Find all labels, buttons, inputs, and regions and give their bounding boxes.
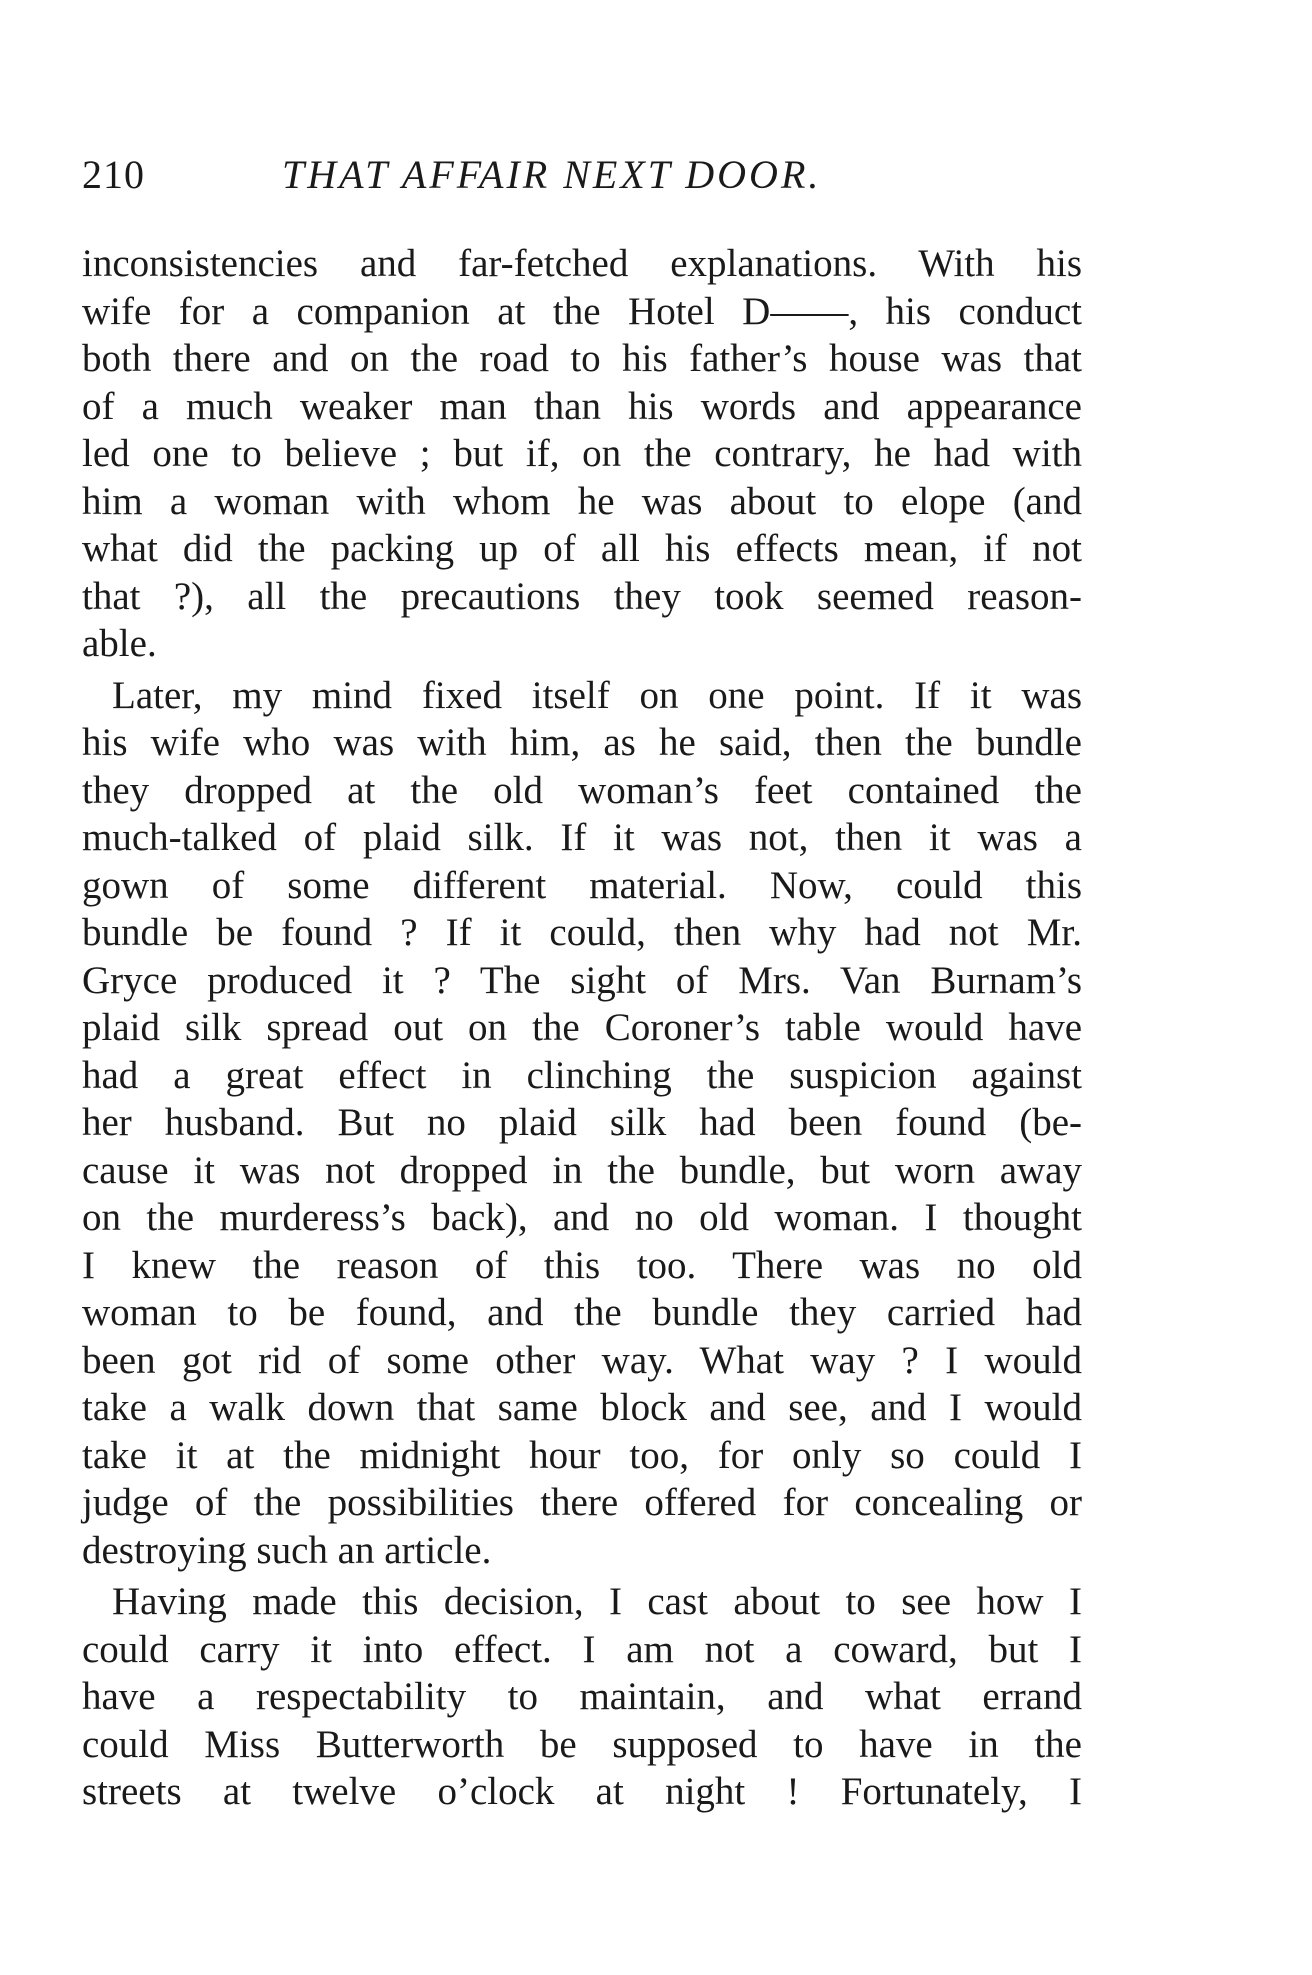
text-line: judge of the possibilities there offered for concealing or	[82, 1481, 1082, 1524]
text-line: plaid silk spread out on the Coroner’s table would have	[82, 1006, 1082, 1049]
text-line: Having made this decision, I cast about to see how I	[112, 1580, 1082, 1623]
text-line: been got rid of some other way. What way ? I would	[82, 1338, 1082, 1382]
paragraph-2	[82, 672, 1082, 1575]
text-line: both there and on the road to his father’s house was that	[82, 337, 1082, 380]
text-line: have a respectability to maintain, and what errand	[82, 1675, 1082, 1718]
text-line: inconsistencies and far-fetched explanations. With his	[82, 242, 1082, 285]
page-header	[82, 150, 1082, 200]
text-line: that ?), all the precautions they took seemed reason-	[82, 574, 1082, 618]
text-line: cause it was not dropped in the bundle, but worn away	[82, 1148, 1082, 1192]
text-line: led one to believe ; but if, on the contrary, he had with	[82, 432, 1082, 475]
text-line: on the murderess’s back), and no old woman. I thought	[82, 1196, 1082, 1239]
running-title: THAT AFFAIR NEXT DOOR.	[282, 152, 822, 197]
text-line: had a great effect in clinching the suspicion against	[82, 1053, 1082, 1097]
text-line: woman to be found, and the bundle they carried had	[82, 1291, 1082, 1334]
text-line: could Miss Butterworth be supposed to have in the	[82, 1722, 1082, 1766]
text-line: Later, my mind fixed itself on one point. If it was	[112, 673, 1082, 717]
text-line: Gryce produced it ? The sight of Mrs. Van Burnam’s	[82, 958, 1082, 1002]
text-line: take a walk down that same block and see, and I would	[82, 1386, 1082, 1429]
text-line: his wife who was with him, as he said, then the bundle	[82, 721, 1082, 764]
paragraph-1	[82, 240, 1082, 668]
text-line: could carry it into effect. I am not a coward, but I	[82, 1627, 1082, 1671]
text-line: gown of some different material. Now, could this	[82, 863, 1082, 907]
text-line: destroying such an article.	[82, 1528, 492, 1572]
text-line: of a much weaker man than his words and appearance	[82, 384, 1082, 428]
text-line: him a woman with whom he was about to elope (and	[82, 479, 1082, 523]
text-line: able.	[82, 622, 157, 665]
text-line: streets at twelve o’clock at night ! Fortunately, I	[82, 1770, 1082, 1813]
paragraph-3	[82, 1578, 1082, 1816]
text-line: her husband. But no plaid silk had been found (be-	[82, 1101, 1082, 1144]
page-number: 210	[82, 152, 145, 197]
text-line: what did the packing up of all his effects mean, if not	[82, 527, 1082, 570]
text-line: bundle be found ? If it could, then why had not Mr.	[82, 911, 1082, 954]
text-line: they dropped at the old woman’s feet contained the	[82, 768, 1082, 812]
text-line: much-talked of plaid silk. If it was not, then it was a	[82, 816, 1082, 859]
text-line: I knew the reason of this too. There was no old	[82, 1243, 1082, 1287]
text-line: take it at the midnight hour too, for only so could I	[82, 1433, 1082, 1477]
body-text	[82, 240, 1082, 1816]
text-line: wife for a companion at the Hotel D——, his conduct	[82, 289, 1082, 333]
